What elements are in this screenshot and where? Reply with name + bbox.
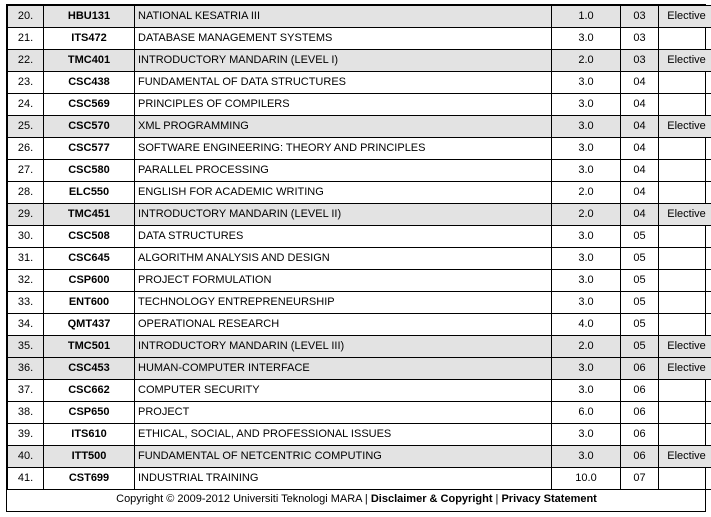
row-number-cell: 24. — [8, 94, 44, 116]
course-name-cell: ENGLISH FOR ACADEMIC WRITING — [135, 182, 552, 204]
course-name-cell: DATABASE MANAGEMENT SYSTEMS — [135, 28, 552, 50]
course-code-cell: CSC662 — [44, 380, 135, 402]
credit-hours-cell: 2.0 — [552, 204, 621, 226]
table-row — [8, 50, 711, 72]
credit-hours-cell: 3.0 — [552, 358, 621, 380]
table-row — [8, 292, 711, 314]
course-code-cell: ITS472 — [44, 28, 135, 50]
row-number-cell: 27. — [8, 160, 44, 182]
semester-cell: 05 — [621, 270, 659, 292]
course-code-cell: CSC508 — [44, 226, 135, 248]
course-type-cell — [659, 226, 711, 248]
course-code-cell: CST699 — [44, 468, 135, 490]
table-row — [8, 380, 711, 402]
course-code-cell: CSC569 — [44, 94, 135, 116]
row-number-cell: 38. — [8, 402, 44, 424]
course-code-cell: CSC570 — [44, 116, 135, 138]
course-code-cell: CSC453 — [44, 358, 135, 380]
course-name-cell: TECHNOLOGY ENTREPRENEURSHIP — [135, 292, 552, 314]
credit-hours-cell: 3.0 — [552, 160, 621, 182]
course-name-cell: INTRODUCTORY MANDARIN (LEVEL I) — [135, 50, 552, 72]
course-name-cell: PROJECT — [135, 402, 552, 424]
table-row — [8, 402, 711, 424]
semester-cell: 06 — [621, 402, 659, 424]
table-row — [8, 336, 711, 358]
semester-cell: 04 — [621, 72, 659, 94]
course-name-cell: PRINCIPLES OF COMPILERS — [135, 94, 552, 116]
course-type-cell: Elective — [659, 204, 711, 226]
disclaimer-link[interactable]: Disclaimer & Copyright — [370, 493, 493, 505]
row-number-cell: 23. — [8, 72, 44, 94]
course-code-cell: HBU131 — [44, 6, 135, 28]
semester-cell: 03 — [621, 28, 659, 50]
credit-hours-cell: 3.0 — [552, 28, 621, 50]
course-code-cell: CSC577 — [44, 138, 135, 160]
course-code-cell: CSC645 — [44, 248, 135, 270]
table-row — [8, 182, 711, 204]
course-type-cell — [659, 424, 711, 446]
course-name-cell: NATIONAL KESATRIA III — [135, 6, 552, 28]
credit-hours-cell: 3.0 — [552, 116, 621, 138]
credit-hours-cell: 3.0 — [552, 270, 621, 292]
course-type-cell — [659, 402, 711, 424]
course-name-cell: INDUSTRIAL TRAINING — [135, 468, 552, 490]
course-name-cell: INTRODUCTORY MANDARIN (LEVEL III) — [135, 336, 552, 358]
course-name-cell: SOFTWARE ENGINEERING: THEORY AND PRINCIPLES — [135, 138, 552, 160]
table-row — [8, 314, 711, 336]
page-footer — [7, 492, 706, 506]
course-code-cell: CSC438 — [44, 72, 135, 94]
course-type-cell — [659, 182, 711, 204]
course-type-cell: Elective — [659, 50, 711, 72]
course-name-cell: OPERATIONAL RESEARCH — [135, 314, 552, 336]
course-type-cell: Elective — [659, 446, 711, 468]
course-table — [7, 5, 711, 490]
row-number-cell: 41. — [8, 468, 44, 490]
table-row — [8, 72, 711, 94]
course-type-cell — [659, 380, 711, 402]
credit-hours-cell: 10.0 — [552, 468, 621, 490]
row-number-cell: 28. — [8, 182, 44, 204]
row-number-cell: 36. — [8, 358, 44, 380]
course-type-cell — [659, 138, 711, 160]
semester-cell: 04 — [621, 138, 659, 160]
privacy-statement-link[interactable]: Privacy Statement — [501, 493, 597, 505]
table-row — [8, 226, 711, 248]
semester-cell: 04 — [621, 204, 659, 226]
table-row — [8, 204, 711, 226]
table-row — [8, 6, 711, 28]
row-number-cell: 22. — [8, 50, 44, 72]
course-code-cell: TMC451 — [44, 204, 135, 226]
credit-hours-cell: 2.0 — [552, 182, 621, 204]
row-number-cell: 29. — [8, 204, 44, 226]
course-name-cell: ETHICAL, SOCIAL, AND PROFESSIONAL ISSUES — [135, 424, 552, 446]
course-type-cell — [659, 28, 711, 50]
table-row — [8, 270, 711, 292]
course-code-cell: CSP650 — [44, 402, 135, 424]
table-row — [8, 446, 711, 468]
row-number-cell: 34. — [8, 314, 44, 336]
course-type-cell — [659, 314, 711, 336]
course-code-cell: CSP600 — [44, 270, 135, 292]
course-code-cell: ITT500 — [44, 446, 135, 468]
row-number-cell: 40. — [8, 446, 44, 468]
semester-cell: 03 — [621, 6, 659, 28]
course-name-cell: ALGORITHM ANALYSIS AND DESIGN — [135, 248, 552, 270]
course-name-cell: XML PROGRAMMING — [135, 116, 552, 138]
semester-cell: 05 — [621, 248, 659, 270]
semester-cell: 07 — [621, 468, 659, 490]
course-type-cell: Elective — [659, 6, 711, 28]
course-table-body — [8, 6, 711, 490]
table-row — [8, 94, 711, 116]
table-row — [8, 160, 711, 182]
course-code-cell: TMC401 — [44, 50, 135, 72]
course-type-cell: Elective — [659, 116, 711, 138]
row-number-cell: 37. — [8, 380, 44, 402]
course-type-cell — [659, 94, 711, 116]
course-name-cell: INTRODUCTORY MANDARIN (LEVEL II) — [135, 204, 552, 226]
credit-hours-cell: 4.0 — [552, 314, 621, 336]
credit-hours-cell: 3.0 — [552, 446, 621, 468]
course-name-cell: PARALLEL PROCESSING — [135, 160, 552, 182]
semester-cell: 06 — [621, 446, 659, 468]
semester-cell: 06 — [621, 380, 659, 402]
course-type-cell — [659, 160, 711, 182]
credit-hours-cell: 3.0 — [552, 138, 621, 160]
course-name-cell: HUMAN-COMPUTER INTERFACE — [135, 358, 552, 380]
course-name-cell: COMPUTER SECURITY — [135, 380, 552, 402]
semester-cell: 06 — [621, 424, 659, 446]
row-number-cell: 25. — [8, 116, 44, 138]
semester-cell: 05 — [621, 226, 659, 248]
credit-hours-cell: 2.0 — [552, 336, 621, 358]
semester-cell: 04 — [621, 160, 659, 182]
course-type-cell — [659, 248, 711, 270]
row-number-cell: 20. — [8, 6, 44, 28]
credit-hours-cell: 3.0 — [552, 226, 621, 248]
course-name-cell: FUNDAMENTAL OF DATA STRUCTURES — [135, 72, 552, 94]
credit-hours-cell: 3.0 — [552, 94, 621, 116]
table-row — [8, 248, 711, 270]
semester-cell: 06 — [621, 358, 659, 380]
row-number-cell: 35. — [8, 336, 44, 358]
course-type-cell — [659, 270, 711, 292]
semester-cell: 04 — [621, 182, 659, 204]
course-type-cell: Elective — [659, 358, 711, 380]
table-row — [8, 468, 711, 490]
row-number-cell: 31. — [8, 248, 44, 270]
credit-hours-cell: 3.0 — [552, 424, 621, 446]
row-number-cell: 32. — [8, 270, 44, 292]
course-code-cell: QMT437 — [44, 314, 135, 336]
semester-cell: 05 — [621, 292, 659, 314]
semester-cell: 05 — [621, 336, 659, 358]
credit-hours-cell: 3.0 — [552, 380, 621, 402]
footer-separator: | — [492, 493, 502, 505]
semester-cell: 04 — [621, 94, 659, 116]
table-row — [8, 116, 711, 138]
course-list-frame — [6, 4, 706, 512]
course-code-cell: ENT600 — [44, 292, 135, 314]
course-name-cell: PROJECT FORMULATION — [135, 270, 552, 292]
course-code-cell: CSC580 — [44, 160, 135, 182]
credit-hours-cell: 1.0 — [552, 6, 621, 28]
table-row — [8, 28, 711, 50]
table-row — [8, 424, 711, 446]
course-code-cell: ELC550 — [44, 182, 135, 204]
table-row — [8, 138, 711, 160]
row-number-cell: 26. — [8, 138, 44, 160]
credit-hours-cell: 3.0 — [552, 292, 621, 314]
row-number-cell: 33. — [8, 292, 44, 314]
course-type-cell — [659, 468, 711, 490]
course-type-cell — [659, 72, 711, 94]
course-type-cell — [659, 292, 711, 314]
row-number-cell: 30. — [8, 226, 44, 248]
course-code-cell: TMC501 — [44, 336, 135, 358]
copyright-text: Copyright © 2009-2012 Universiti Teknologi MARA | — [116, 493, 371, 505]
semester-cell: 04 — [621, 116, 659, 138]
credit-hours-cell: 3.0 — [552, 72, 621, 94]
semester-cell: 03 — [621, 50, 659, 72]
row-number-cell: 21. — [8, 28, 44, 50]
credit-hours-cell: 3.0 — [552, 248, 621, 270]
table-row — [8, 358, 711, 380]
credit-hours-cell: 2.0 — [552, 50, 621, 72]
course-name-cell: DATA STRUCTURES — [135, 226, 552, 248]
course-code-cell: ITS610 — [44, 424, 135, 446]
row-number-cell: 39. — [8, 424, 44, 446]
semester-cell: 05 — [621, 314, 659, 336]
course-type-cell: Elective — [659, 336, 711, 358]
course-name-cell: FUNDAMENTAL OF NETCENTRIC COMPUTING — [135, 446, 552, 468]
credit-hours-cell: 6.0 — [552, 402, 621, 424]
